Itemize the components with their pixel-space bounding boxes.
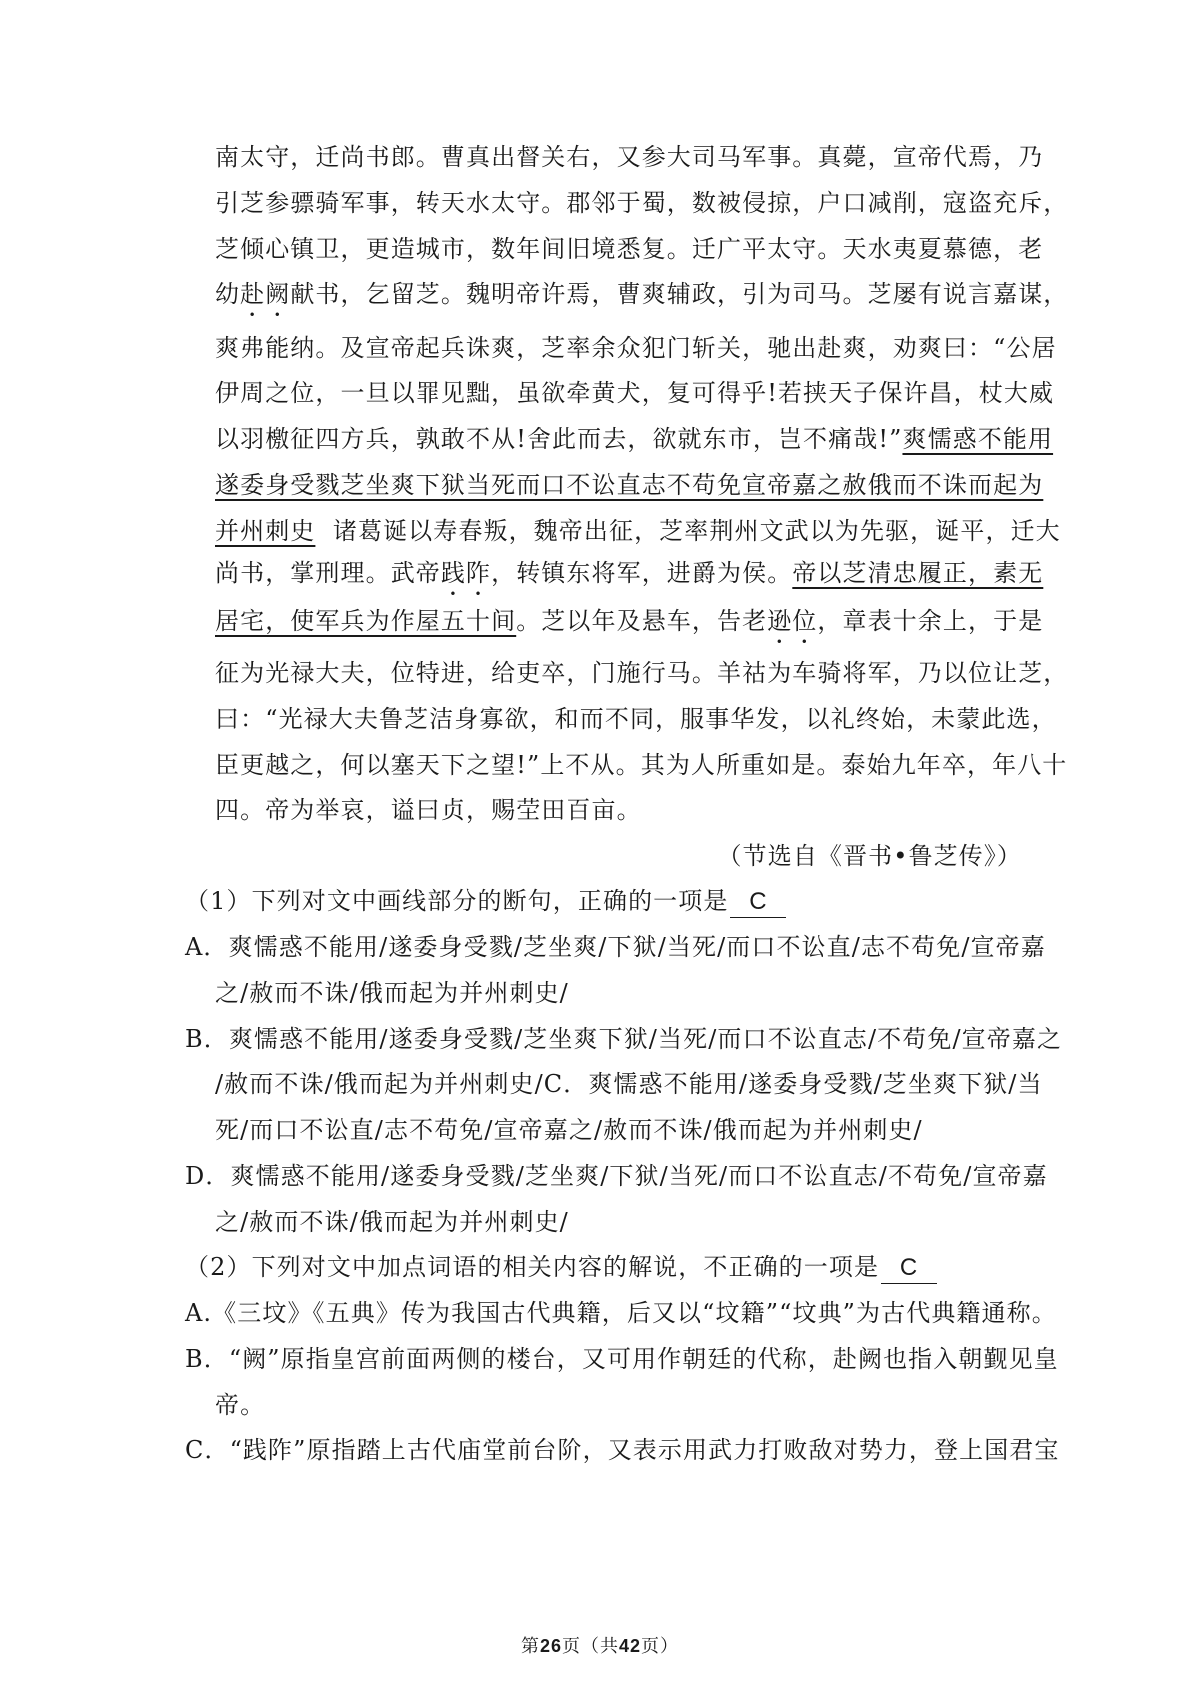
- passage-line: [215, 600, 1045, 642]
- question-stem: [185, 880, 1045, 922]
- answer-blank: C: [730, 887, 786, 918]
- text-fragment: ，转镇东将军，进爵为侯。: [491, 559, 793, 587]
- underlined-segment: 遂委身受戮芝坐爽下狱当死而口不讼直志不苟免宣帝嘉之赦俄而不诛而起为: [215, 471, 1044, 499]
- dotted-term-xunwei: 逊位: [767, 607, 818, 635]
- text-fragment: 献书，乞留芝。魏明帝许焉，曹爽辅政，引为司马。芝屡有说言嘉谋，: [290, 280, 1069, 308]
- page-number: 26: [539, 1636, 562, 1656]
- passage-line: [215, 552, 1045, 594]
- question-stem-text: （2）下列对文中加点词语的相关内容的解说，不正确的一项是: [185, 1253, 880, 1281]
- footer-mid: 页（共: [562, 1636, 619, 1657]
- text-fragment: 诸葛诞以寿春叛，魏帝出征，芝率荆州文武以为先驱，诞平，迁大: [332, 517, 1061, 545]
- passage-line: 芝倾心镇卫，更造城市，数年间旧境悉复。迁广平太守。天水夷夏慕德，老: [215, 235, 1044, 263]
- text-fragment: ，章表十余上，于是: [817, 607, 1044, 635]
- answer-blank: C: [881, 1253, 937, 1284]
- underlined-segment: 爽懦惑不能用: [902, 425, 1054, 453]
- passage-line: [215, 418, 1054, 460]
- option-b-cont: /赦而不诛/俄而起为并州刺史/C．爽懦惑不能用/遂委身受戮/芝坐爽下狱/当: [215, 1070, 1043, 1098]
- passage-line: 伊周之位，一旦以罪见黜，虽欲牵黄犬，复可得乎!若挟天子保许昌，杖大威: [215, 379, 1055, 407]
- question-stem: [185, 1246, 1045, 1288]
- footer-post: 页）: [641, 1636, 680, 1657]
- option-b: B．爽懦惑不能用/遂委身受戮/芝坐爽下狱/当死/而口不讼直志/不苟免/宣帝嘉之: [185, 1025, 1063, 1053]
- option-d: D．爽懦惑不能用/遂委身受戮/芝坐爽/下狱/当死/而口不讼直志/不苟免/宣帝嘉: [185, 1162, 1048, 1190]
- text-fragment: 尚书，掌刑理。武帝: [215, 559, 441, 587]
- option-b: B．“阙”原指皇宫前面两侧的楼台，又可用作朝廷的代称，赴阙也指入朝觐见皇: [185, 1345, 1059, 1373]
- text-fragment: 幼: [215, 280, 241, 308]
- passage-line: 征为光禄大夫，位特进，给吏卒，门施行马。羊祜为车骑将军，乃以位让芝，: [215, 659, 1069, 687]
- passage-line: [215, 273, 1069, 315]
- footer-pre: 第: [520, 1636, 540, 1657]
- option-a: A．爽懦惑不能用/遂委身受戮/芝坐爽/下狱/当死/而口不讼直/志不苟免/宣帝嘉: [185, 933, 1046, 961]
- passage-line: 爽弗能纳。及宣帝起兵诛爽，芝率余众犯门斩关，驰出赴爽，劝爽曰：“公居: [215, 334, 1057, 362]
- text-fragment: 。芝以年及悬车，告老: [516, 607, 768, 635]
- text-fragment: 以羽檄征四方兵，孰敢不从!舍此而去，欲就东市，岂不痛哉!”: [215, 425, 903, 453]
- option-d-cont: 之/赦而不诛/俄而起为并州刺史/: [215, 1208, 569, 1236]
- passage-line: 南太守，迁尚书郎。曹真出督关右，又参大司马军事。真薨，宣帝代焉，乃: [215, 143, 1044, 171]
- dotted-term-jianzuo: 践阼: [440, 559, 492, 587]
- passage-line: 四。帝为举哀，谥曰贞，赐茔田百亩。: [215, 796, 642, 824]
- option-a-cont: 之/赦而不诛/俄而起为并州刺史/: [215, 979, 569, 1007]
- source-citation: （节选自《晋书•鲁芝传》）: [717, 842, 1022, 870]
- dotted-term-fuque: 赴阙: [240, 280, 291, 308]
- passage-line: 引芝参骠骑军事，转天水太守。郡邻于蜀，数被侵掠，户口减削，寇盗充斥，: [215, 189, 1069, 217]
- question-stem-text: （1）下列对文中画线部分的断句，正确的一项是: [185, 887, 729, 915]
- underlined-segment: 居宅，使军兵为作屋五十间: [215, 607, 517, 635]
- page-total: 42: [619, 1636, 642, 1656]
- option-b-cont: 死/而口不讼直/志不苟免/宣帝嘉之/赦而不诛/俄而起为并州刺史/: [215, 1116, 923, 1144]
- passage-line: [215, 464, 1045, 506]
- option-a: A.《三坟》《五典》传为我国古代典籍，后又以“坟籍”“坟典”为古代典籍通称。: [185, 1299, 1057, 1327]
- underlined-segment: 并州刺史: [215, 517, 316, 545]
- passage-line: 曰：“光禄大夫鲁芝洁身寡欲，和而不同，服事华发，以礼终始，未蒙此选，: [215, 705, 1057, 733]
- underlined-segment: 帝以芝清忠履正，素无: [792, 559, 1044, 587]
- option-b-cont: 帝。: [215, 1391, 266, 1419]
- passage-line: [215, 510, 1061, 552]
- page-footer: [0, 1632, 1200, 1658]
- passage-line: 臣更越之，何以塞天下之望!”上不从。其为人所重如是。泰始九年卒，年八十: [215, 751, 1068, 779]
- option-c: C．“践阼”原指踏上古代庙堂前台阶，又表示用武力打败敌对势力，登上国君宝: [185, 1436, 1060, 1464]
